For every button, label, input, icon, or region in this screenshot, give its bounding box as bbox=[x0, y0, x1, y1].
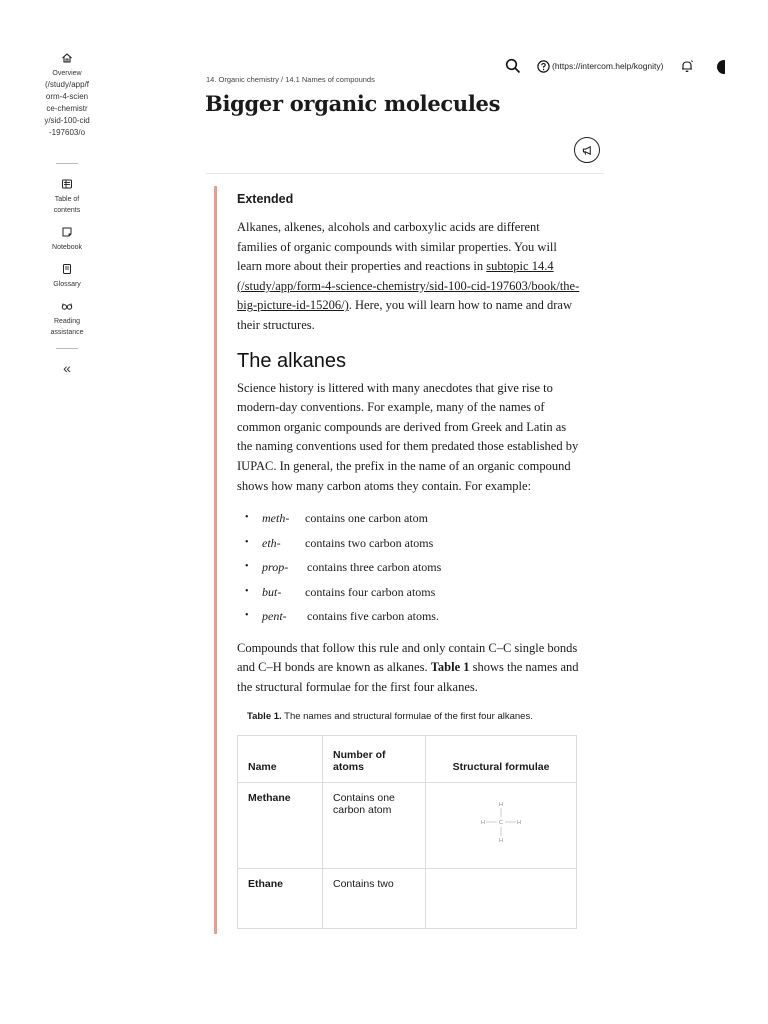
table-row bbox=[238, 869, 577, 929]
alkanes-paragraph: Science history is littered with many anecdotes that give rise to modern-day conventions. For example, many of the names of common organic compounds are derived from Greek and Latin as the naming conventions used for them predated those established by IUPAC. In general, the prefix in the name of an organic compound shows how many carbon atoms they contain. For example: bbox=[237, 380, 579, 493]
header-divider bbox=[206, 173, 604, 174]
column-header: Structural formulae bbox=[426, 736, 577, 783]
top-toolbar bbox=[505, 58, 694, 74]
sidebar-divider bbox=[56, 348, 78, 349]
sidebar-item-label: Glossary bbox=[53, 281, 81, 288]
rule-text: Compounds that follow this rule and only contain C–C single bonds and C–H bonds are known as alkanes. bbox=[237, 640, 578, 675]
prefix-term: meth- bbox=[262, 511, 290, 526]
caption-label: Table 1. bbox=[247, 711, 282, 723]
table-caption bbox=[247, 711, 582, 722]
prefix-description: contains five carbon atoms. bbox=[307, 609, 439, 624]
prefix-description: contains four carbon atoms bbox=[305, 584, 436, 599]
atom-label: H bbox=[481, 820, 485, 827]
notification-bell-icon[interactable] bbox=[680, 59, 694, 73]
page-title: Bigger organic molecules bbox=[205, 91, 501, 116]
column-header: Number of atoms bbox=[323, 736, 426, 783]
search-icon[interactable] bbox=[505, 58, 521, 74]
table-cell-formula bbox=[426, 783, 577, 869]
list-item bbox=[245, 604, 582, 629]
list-item bbox=[245, 555, 582, 580]
help-link-text: (https://intercom.help/kognity) bbox=[552, 61, 664, 71]
sidebar-item-reading-assistance[interactable] bbox=[42, 300, 92, 338]
extended-accent-bar bbox=[214, 186, 217, 934]
prefix-description: contains two carbon atoms bbox=[305, 535, 434, 550]
table-row bbox=[238, 783, 577, 869]
list-item bbox=[245, 506, 582, 531]
overview-link-text: (/study/app/form-4-science-chemistry/sid-100-cid-197603/o bbox=[44, 80, 90, 137]
alkanes-table bbox=[237, 735, 577, 929]
alkanes-rule-paragraph bbox=[237, 639, 582, 698]
sidebar-item-label: Overview bbox=[52, 70, 82, 77]
prefix-term: pent- bbox=[262, 609, 287, 624]
breadcrumb: 14. Organic chemistry / 14.1 Names of compounds bbox=[206, 75, 375, 84]
prefix-term: eth- bbox=[262, 535, 281, 550]
list-item bbox=[245, 580, 582, 605]
prefix-list bbox=[245, 506, 582, 629]
table-cell-name: Ethane bbox=[238, 869, 323, 929]
prefix-description: contains one carbon atom bbox=[305, 511, 428, 526]
help-link[interactable] bbox=[537, 60, 664, 73]
sidebar-item-label: Reading assistance bbox=[50, 318, 84, 336]
table-reference: Table 1 bbox=[430, 660, 470, 675]
prefix-term: but- bbox=[262, 584, 282, 599]
notebook-icon bbox=[61, 226, 73, 238]
sidebar-item-overview[interactable] bbox=[42, 52, 92, 151]
help-icon bbox=[537, 60, 550, 73]
main-content bbox=[237, 188, 582, 934]
prefix-term: prop- bbox=[262, 560, 289, 575]
table-cell-atoms: Contains two bbox=[323, 869, 426, 929]
megaphone-icon bbox=[582, 145, 593, 156]
intro-tail: . Here, you will learn how to name and draw their structures. bbox=[237, 298, 572, 332]
glasses-icon bbox=[61, 300, 73, 312]
table-cell-formula bbox=[426, 869, 577, 929]
methane-structural-formula bbox=[479, 800, 523, 844]
prefix-description: contains three carbon atoms bbox=[307, 560, 442, 575]
sidebar-item-glossary[interactable] bbox=[42, 263, 92, 290]
intro-paragraph bbox=[237, 218, 582, 336]
rule-text-tail: shows the names and the structural formulae for the first four alkanes. bbox=[237, 660, 579, 694]
atom-label: H bbox=[517, 820, 521, 827]
atom-label: H bbox=[499, 802, 503, 809]
sidebar-item-notebook[interactable] bbox=[42, 226, 92, 253]
table-of-contents-icon bbox=[61, 178, 73, 190]
sidebar-divider bbox=[56, 163, 78, 164]
table-header-row bbox=[238, 736, 577, 783]
home-icon bbox=[61, 52, 73, 64]
atom-label: H bbox=[499, 838, 503, 845]
column-header: Name bbox=[238, 736, 323, 783]
announcement-button[interactable] bbox=[574, 137, 600, 163]
sidebar-item-label: Table of contents bbox=[53, 196, 81, 214]
table-cell-atoms: Contains one carbon atom bbox=[323, 783, 426, 869]
atom-label: C bbox=[499, 820, 503, 827]
list-item bbox=[245, 531, 582, 556]
caption-text: The names and structural formulae of the first four alkanes. bbox=[281, 711, 533, 723]
sidebar bbox=[42, 52, 92, 374]
sidebar-item-table-of-contents[interactable] bbox=[42, 178, 92, 216]
glossary-icon bbox=[61, 263, 73, 275]
table-cell-name: Methane bbox=[238, 783, 323, 869]
avatar[interactable] bbox=[717, 60, 725, 74]
extended-label: Extended bbox=[237, 192, 294, 206]
sidebar-item-label: Notebook bbox=[52, 244, 82, 251]
intro-text: Alkanes, alkenes, alcohols and carboxylic acids are different families of organic compounds with similar properties. You will learn more about their properties and reactions in bbox=[237, 220, 557, 274]
subtopic-link[interactable]: subtopic 14.4 (/study/app/form-4-science-chemistry/sid-100-cid-197603/book/the-big-picture-id-15206/) bbox=[237, 259, 580, 313]
alkanes-heading: The alkanes bbox=[237, 349, 346, 372]
collapse-sidebar-icon[interactable]: « bbox=[63, 360, 71, 376]
